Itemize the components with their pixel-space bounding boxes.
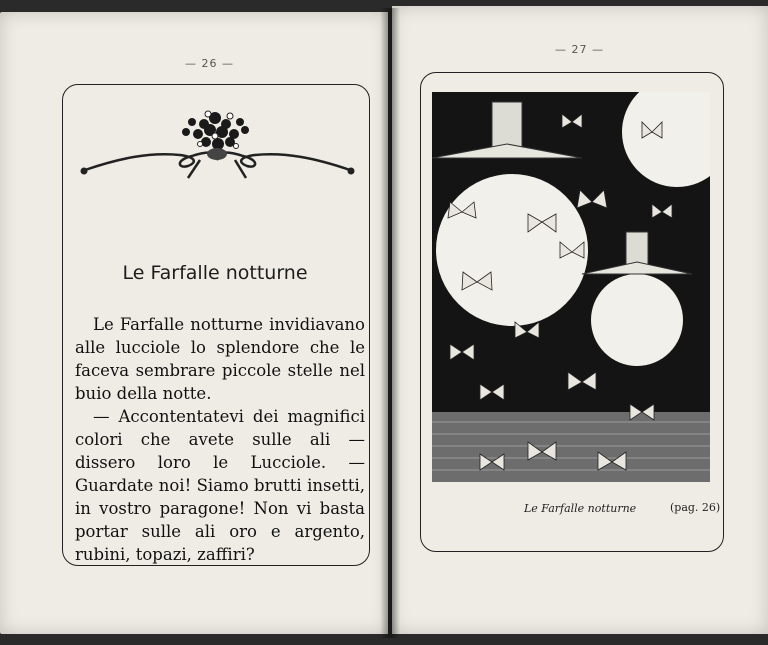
moths-around-lamps-illustration [432, 92, 710, 490]
story-paragraph: — Accontentatevi dei magnifici colori che avete sulle ali — dissero loro le Lucciole. — Guardate noi! Siamo brutti insetti, in vostro paragone! Non vi basta portar sulle ali oro e argento, rubini, topazi, zaffiri? [75, 407, 365, 564]
book-gutter [380, 8, 400, 638]
illustration-caption: Le Farfalle notturne [524, 502, 637, 515]
left-page-number: — 26 — [185, 57, 234, 70]
page-reference: (pag. 26) [670, 501, 721, 514]
story-paragraph: Le Farfalle notturne invidiavano alle lucciole lo splendore che le faceva sembrare piccole stelle nel buio della notte. [75, 315, 365, 403]
story-text [75, 313, 365, 566]
right-page-number: — 27 — [555, 43, 604, 56]
story-title: Le Farfalle notturne [122, 262, 308, 284]
flower-bouquet-with-ribbon-icon [80, 100, 355, 180]
